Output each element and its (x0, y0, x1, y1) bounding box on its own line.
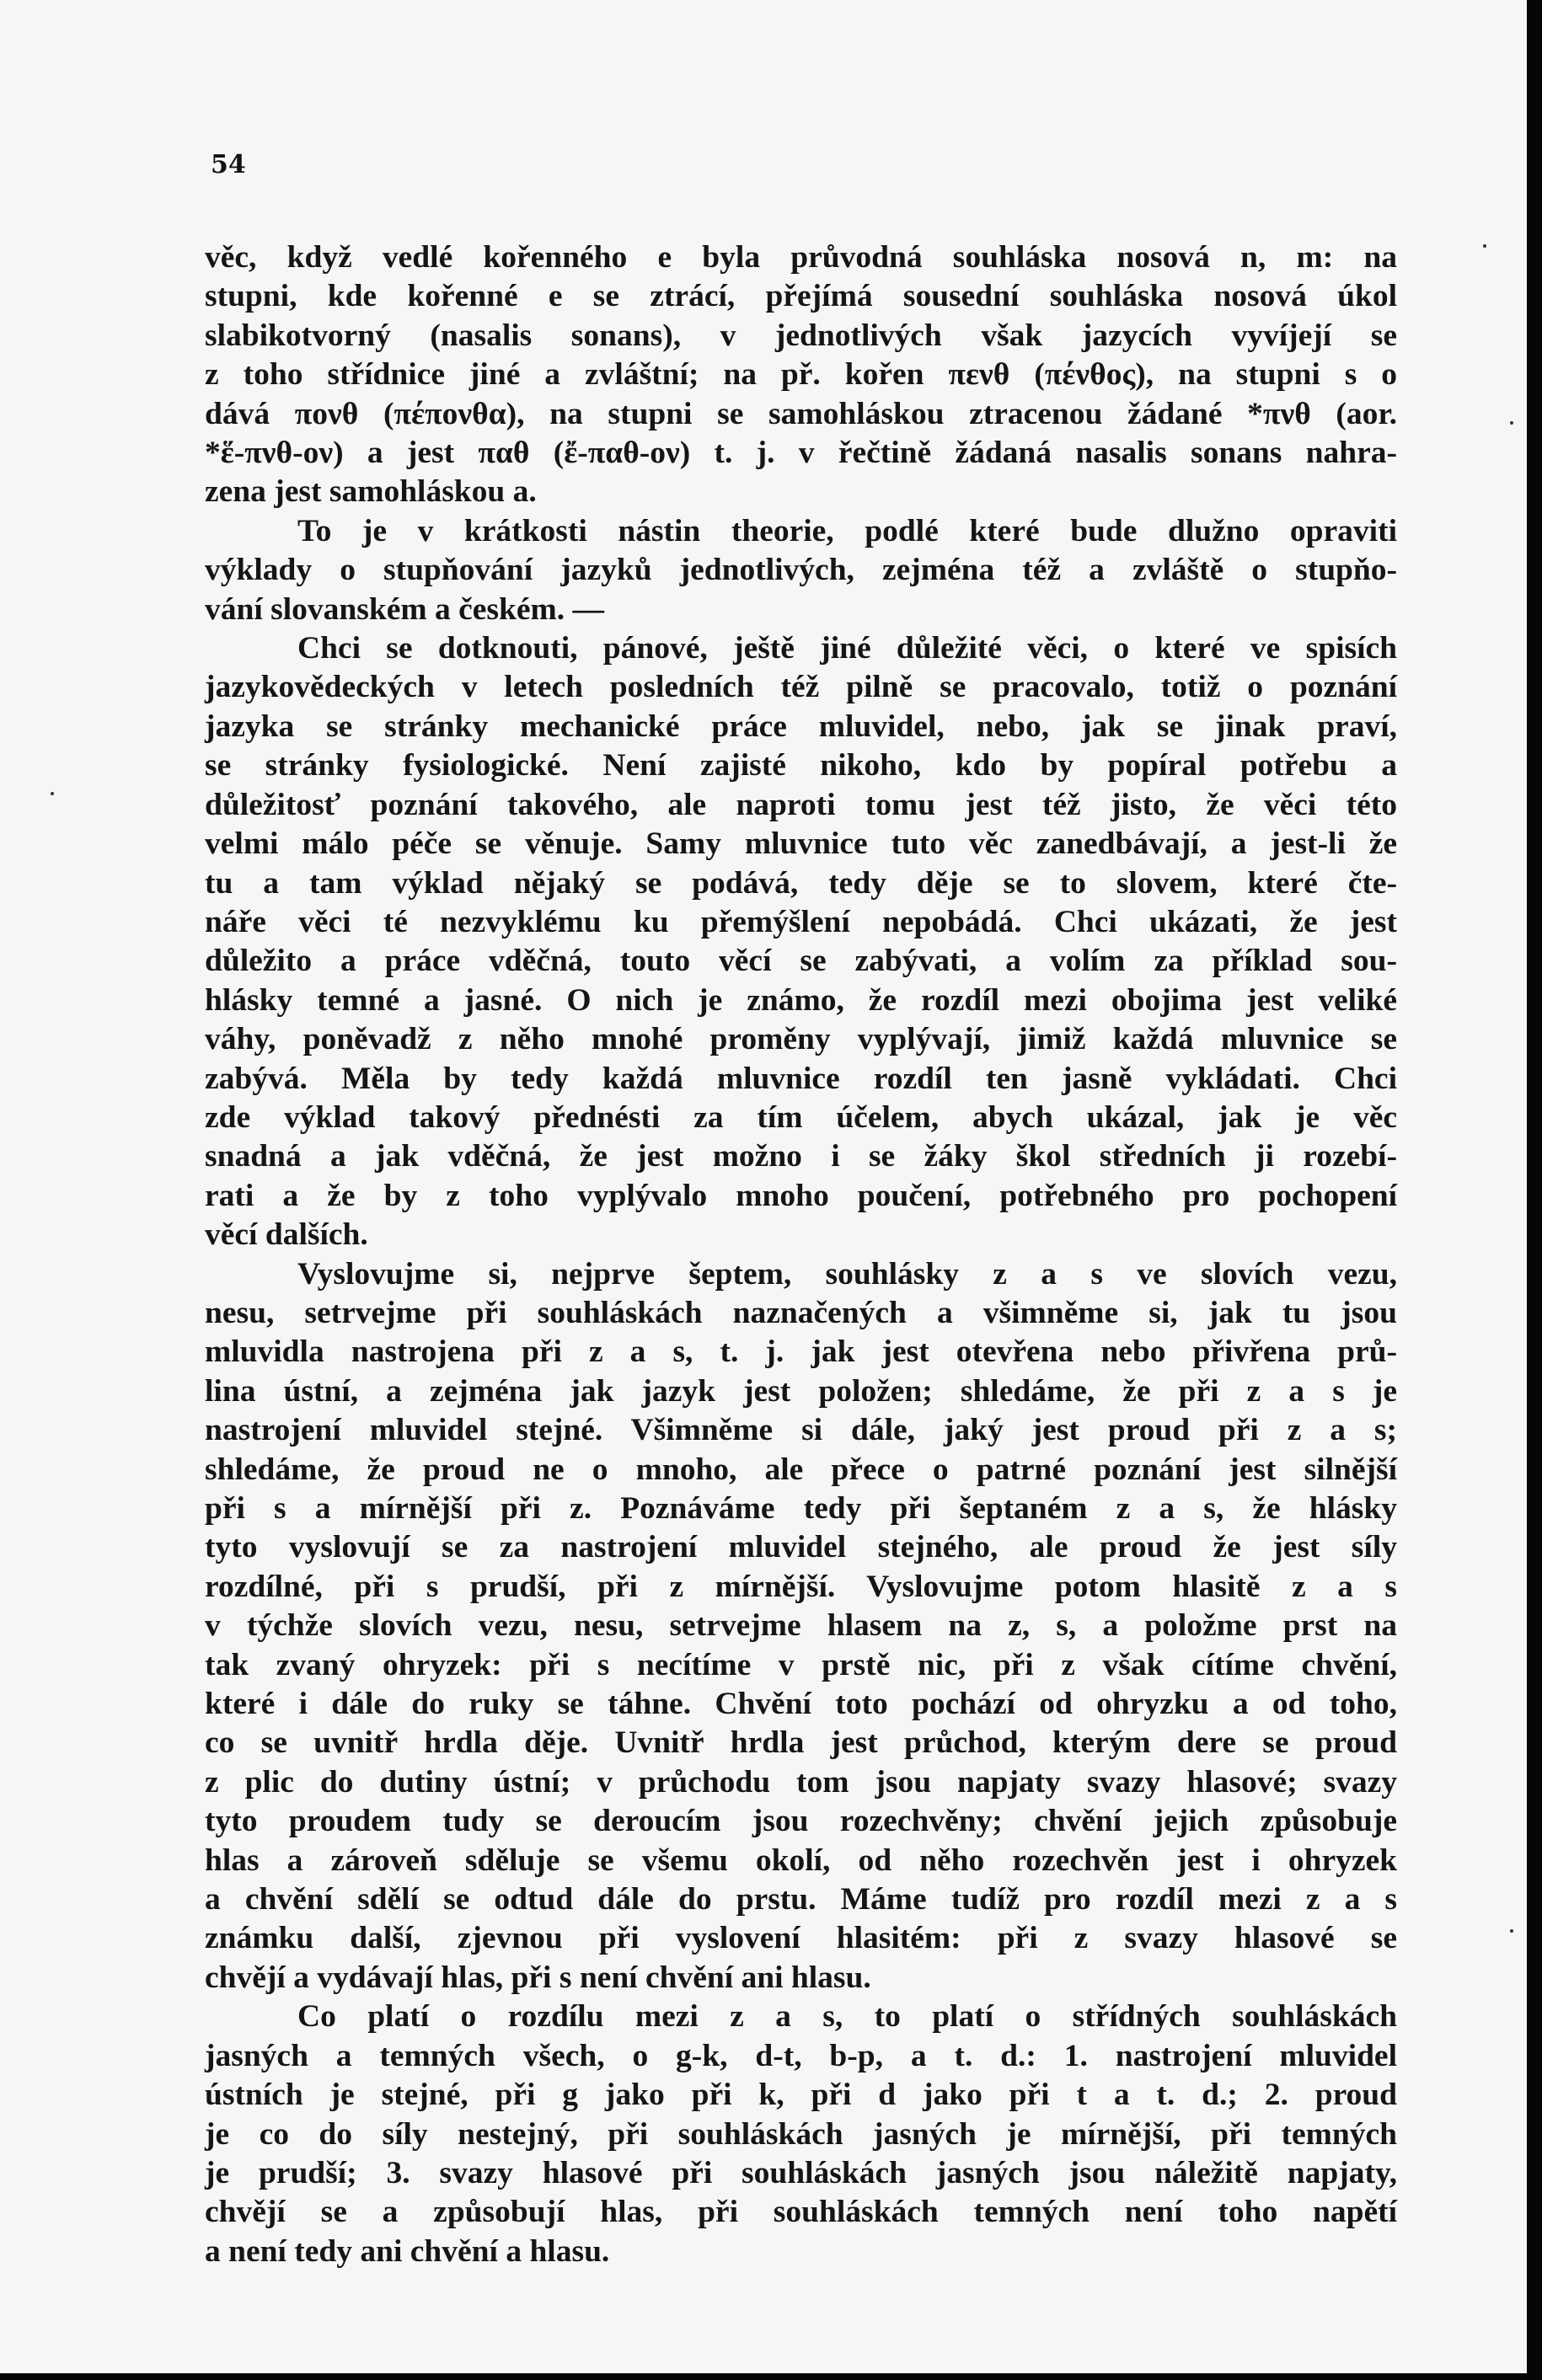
scan-speck (1510, 1929, 1513, 1933)
text-line: hlásky temné a jasné. O nich je známo, že rozdíl mezi obojima jest veliké (205, 982, 1397, 1018)
paragraph-first-line: To je v krátkosti nástin theorie, podlé které bude dlužno opraviti (297, 513, 1397, 548)
text-line: velmi málo péče se věnuje. Samy mluvnice tuto věc zanedbávají, a jest-li že (205, 826, 1397, 862)
text-line: tu a tam výklad nějaký se podává, tedy děje se to slovem, které čte- (205, 865, 1397, 901)
text-line: ústních je stejné, při g jako při k, při d jako při t a t. d.; 2. proud (205, 2078, 1397, 2113)
text-line: jazyka se stránky mechanické práce mluvidel, nebo, jak se jinak praví, (205, 709, 1397, 744)
text-line: z plic do dutiny ústní; v průchodu tom jsou napjaty svazy hlasové; svazy (205, 1764, 1397, 1800)
text-line: snadná a jak vděčná, že jest možno i se žáky škol středních ji rozebí- (205, 1139, 1397, 1174)
text-line: vání slovanském a českém. — (205, 591, 604, 627)
text-line: tyto vyslovují se za nastrojení mluvidel stejného, ale proud že jest síly (205, 1530, 1397, 1565)
text-line: věc, když vedlé kořenného e byla průvodná souhláska nosová n, m: na (205, 240, 1397, 275)
text-line: výklady o stupňování jazyků jednotlivých, zejména též a zvláště o stupňo- (205, 553, 1397, 588)
text-line: a není tedy ani chvění a hlasu. (205, 2233, 610, 2269)
scan-speck (1483, 244, 1486, 248)
text-line: rati a že by z toho vyplývalo mnoho poučení, potřebného pro pochopení (205, 1178, 1397, 1213)
paragraph-first-line: Co platí o rozdílu mezi z a s, to platí o střídných souhláskách (297, 1999, 1397, 2035)
text-line: nastrojení mluvidel stejné. Všimněme si dále, jaký jest proud při z a s; (205, 1413, 1397, 1448)
text-line: důležitosť poznání takového, ale naproti tomu jest též jisto, že věci této (205, 787, 1397, 822)
text-line: jasných a temných všech, o g-k, d-t, b-p, a t. d.: 1. nastrojení mluvidel (205, 2038, 1397, 2073)
text-line: *ἕ-πνθ-ον) a jest παθ (ἔ-παθ-ον) t. j. v řečtině žádaná nasalis sonans nahra- (205, 436, 1397, 471)
text-line: náře věci té nezvyklému ku přemýšlení nepobádá. Chci ukázati, že jest (205, 904, 1397, 939)
paragraph-first-line: Vyslovujme si, nejprve šeptem, souhlásky z a s ve slovích vezu, (297, 1256, 1397, 1292)
text-line: váhy, poněvadž z něho mnohé proměny vyplývají, jimiž každá mluvnice se (205, 1022, 1397, 1057)
text-line: chvějí se a způsobují hlas, při souhláskách temných není toho napětí (205, 2195, 1397, 2230)
text-line: a chvění sdělí se odtud dále do prstu. Máme tudíž pro rozdíl mezi z a s (205, 1882, 1397, 1917)
text-line: stupni, kde kořenné e se ztrácí, přejímá sousední souhláska nosová úkol (205, 279, 1397, 314)
text-line: nesu, setrvejme při souhláskách naznačených a všimněme si, jak tu jsou (205, 1295, 1397, 1330)
text-line: hlas a zároveň sděluje se všemu okolí, od něho rozechvěn jest i ohryzek (205, 1842, 1397, 1878)
text-line: známku další, zjevnou při vyslovení hlasitém: při z svazy hlasové se (205, 1921, 1397, 1956)
text-line: při s a mírnější při z. Poznáváme tedy při šeptaném z a s, že hlásky (205, 1491, 1397, 1526)
text-line: lina ústní, a zejména jak jazyk jest položen; shledáme, že při z a s je (205, 1373, 1397, 1409)
text-line: mluvidla nastrojena při z a s, t. j. jak jest otevřena nebo přivřena prů- (205, 1334, 1397, 1370)
text-line: které i dále do ruky se táhne. Chvění toto pochází od ohryzku a od toho, (205, 1687, 1397, 1722)
text-line: dává πονθ (πέπονθα), na stupni se samohláskou ztracenou žádané *πνθ (aor. (205, 396, 1397, 431)
scan-speck (51, 792, 54, 795)
text-line: tak zvaný ohryzek: při s necítíme v prstě nic, při z však cítíme chvění, (205, 1647, 1397, 1682)
paragraph-first-line: Chci se dotknouti, pánové, ještě jiné důležité věci, o které ve spisích (297, 631, 1397, 666)
text-line: jazykovědeckých v letech posledních též pilně se pracovalo, totiž o poznání (205, 670, 1397, 705)
scan-speck (1510, 421, 1513, 425)
text-line: chvějí a vydávají hlas, při s není chvění ani hlasu. (205, 1960, 871, 1995)
text-line: z toho střídnice jiné a zvláštní; na př. kořen πενθ (πένθος), na stupni s o (205, 357, 1397, 393)
text-line: důležito a práce vděčná, touto věcí se zabývati, a volím za příklad sou- (205, 944, 1397, 979)
text-line: slabikotvorný (nasalis sonans), v jednotlivých však jazycích vyvíjejí se (205, 318, 1397, 353)
text-line: rozdílné, při s prudší, při z mírnější. Vyslovujme potom hlasitě z a s (205, 1569, 1397, 1604)
scan-border-right (1527, 0, 1542, 2380)
text-line: co se uvnitř hrdla děje. Uvnitř hrdla jest průchod, kterým dere se proud (205, 1725, 1397, 1761)
page-number: 54 (211, 150, 246, 179)
text-line: shledáme, že proud ne o mnoho, ale přece o patrné poznání jest silnější (205, 1452, 1397, 1487)
text-line: se stránky fysiologické. Není zajisté nikoho, kdo by popíral potřebu a (205, 748, 1397, 784)
text-line: tyto proudem tudy se deroucím jsou rozechvěny; chvění jejich způsobuje (205, 1804, 1397, 1839)
text-line: je prudší; 3. svazy hlasové při souhláskách jasných jsou náležitě napjaty, (205, 2155, 1397, 2190)
text-line: je co do síly nestejný, při souhláskách jasných je mírnější, při temných (205, 2116, 1397, 2152)
text-line: zabývá. Měla by tedy každá mluvnice rozdíl ten jasně vykládati. Chci (205, 1061, 1397, 1096)
text-line: v týchže slovích vezu, nesu, setrvejme hlasem na z, s, a položme prst na (205, 1608, 1397, 1644)
text-line: věcí dalších. (205, 1217, 368, 1253)
text-line: zde výklad takový přednésti za tím účelem, abych ukázal, jak je věc (205, 1099, 1397, 1135)
body-text (205, 238, 1397, 2271)
text-line: zena jest samohláskou a. (205, 474, 537, 510)
scan-border-bottom (0, 2373, 1542, 2380)
